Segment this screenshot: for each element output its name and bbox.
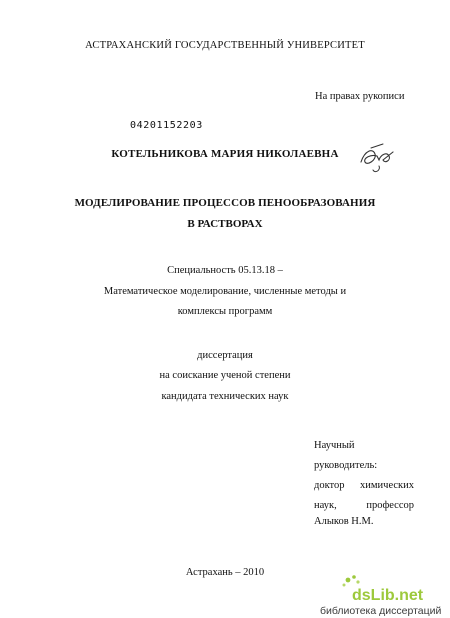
- supervisor-degree-word-2: химических: [360, 480, 414, 491]
- supervisor-degree-line: [314, 480, 414, 491]
- dissertation-title-line-1: МОДЕЛИРОВАНИЕ ПРОЦЕССОВ ПЕНООБРАЗОВАНИЯ: [74, 197, 376, 209]
- supervisor-label-line-1: Научный: [314, 440, 355, 451]
- supervisor-title-word-2: профессор: [366, 500, 414, 511]
- dissertation-title-line-2: В РАСТВОРАХ: [187, 218, 263, 230]
- rights-note: На правах рукописи: [315, 91, 405, 102]
- specialty-line-2: Математическое моделирование, численные методы и: [103, 286, 347, 297]
- handwritten-signature: [353, 140, 401, 180]
- watermark-tagline: библиотека диссертаций: [320, 605, 442, 617]
- supervisor-title-line: [314, 500, 414, 511]
- supervisor-name: Алыков Н.М.: [314, 516, 374, 527]
- supervisor-degree-word-1: доктор: [314, 480, 345, 491]
- author-name: КОТЕЛЬНИКОВА МАРИЯ НИКОЛАЕВНА: [111, 148, 339, 160]
- city-and-year: Астрахань – 2010: [185, 567, 265, 578]
- document-number: 04201152203: [130, 120, 203, 131]
- specialty-line-1: Специальность 05.13.18 –: [167, 265, 283, 276]
- specialty-line-3: комплексы программ: [177, 306, 273, 317]
- dissertation-type-line-3: кандидата технических наук: [161, 391, 289, 402]
- dslib-watermark[interactable]: [300, 574, 450, 618]
- dissertation-type-line-2: на соискание ученой степени: [159, 370, 291, 381]
- university-name: АСТРАХАНСКИЙ ГОСУДАРСТВЕННЫЙ УНИВЕРСИТЕТ: [85, 40, 365, 51]
- watermark-brand: dsLib.net: [352, 587, 424, 604]
- supervisor-label-line-2: руководитель:: [314, 460, 378, 471]
- supervisor-title-word-1: наук,: [314, 500, 337, 511]
- leaf-logo-icon: [343, 575, 360, 586]
- dissertation-type-line-1: диссертация: [197, 350, 253, 361]
